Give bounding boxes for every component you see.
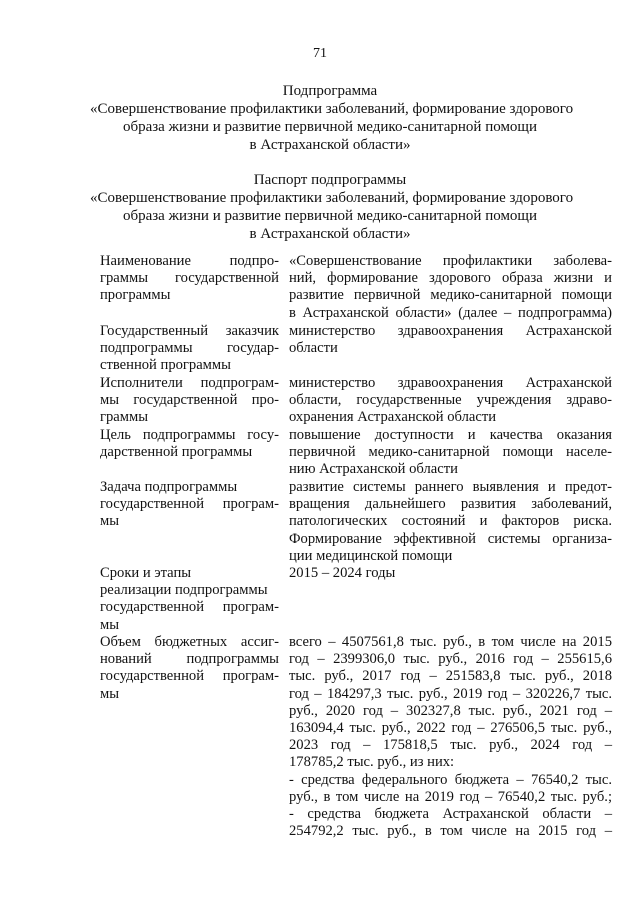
- row-value-line: повышение доступности и качества оказания: [289, 427, 612, 443]
- row-value-line: первичной медико-санитарной помощи населе-: [289, 444, 612, 461]
- row-label-line: программы: [100, 287, 171, 304]
- row-label-line: Наименование подпро-: [100, 253, 279, 269]
- row-label-line: граммы: [100, 409, 149, 426]
- row-value-line: 178785,2 тыс. руб., из них:: [289, 754, 455, 771]
- subprogram-title-line: в Астраханской области»: [249, 137, 411, 153]
- row-value-line: - средства бюджета Астраханской области –: [289, 806, 612, 823]
- row-label-line: мы: [100, 685, 120, 702]
- row-label-line: ственной программы: [100, 357, 231, 374]
- row-value-line: патологических состояний и факторов риска.: [289, 513, 612, 530]
- row-label-executors: [100, 375, 279, 427]
- subprogram-title: [90, 82, 574, 154]
- row-label-line: дарственной программы: [100, 444, 253, 461]
- row-value-line: всего – 4507561,8 тыс. руб., в том числе на 2015: [289, 634, 612, 650]
- row-value-customer: [289, 323, 612, 357]
- page-number: 71: [313, 46, 327, 61]
- row-label-line: подпрограммы государ-: [100, 340, 279, 357]
- row-label-line: мы: [100, 616, 120, 633]
- row-value-line: нию Астраханской области: [289, 461, 458, 478]
- subprogram-title-line: Подпрограмма: [282, 83, 378, 99]
- passport-title: [90, 171, 574, 243]
- row-value-line: 2023 год – 175818,5 тыс. руб., 2024 год –: [289, 737, 612, 754]
- row-value-line: министерство здравоохранения Астраханской: [289, 323, 612, 339]
- row-value-line: 254792,2 тыс. руб., в том числе на 2015 год –: [289, 823, 612, 840]
- row-value-line: ний, формирование здорового образа жизни и: [289, 270, 612, 287]
- row-value-line: руб., 2020 год – 302327,8 тыс. руб., 2021 год –: [289, 702, 612, 719]
- row-label-line: Задача подпрограммы: [100, 479, 238, 495]
- row-label-line: Государственный заказчик: [100, 323, 279, 339]
- row-label-line: государственной програм-: [100, 599, 279, 616]
- row-label-customer: [100, 323, 279, 375]
- row-label-line: мы государственной про-: [100, 392, 279, 409]
- row-value-line: области, государственные учреждения здраво-: [289, 392, 612, 409]
- row-value-line: Формирование эффективной системы организа-: [289, 530, 612, 547]
- row-label-line: Цель подпрограммы госу-: [100, 427, 279, 443]
- row-value-line: 2015 – 2024 годы: [289, 565, 396, 581]
- row-label-task: [100, 479, 279, 531]
- row-label-line: реализации подпрограммы: [100, 582, 268, 599]
- row-label-goal: [100, 427, 279, 461]
- row-value-line: министерство здравоохранения Астраханской: [289, 375, 612, 391]
- row-value-line: 163094,4 тыс. руб., 2022 год – 276506,5 тыс. руб.,: [289, 720, 612, 737]
- row-label-line: граммы государственной: [100, 270, 279, 287]
- row-label-line: нований подпрограммы: [100, 651, 279, 668]
- row-value-line: развитие первичной медико-санитарной помощи: [289, 287, 612, 304]
- passport-title-line: образа жизни и развитие первичной медико-санитарной помощи: [122, 208, 538, 224]
- row-label-terms: [100, 565, 279, 634]
- row-value-line: в Астраханской области» (далее – подпрограмма): [289, 304, 612, 321]
- row-value-line: год – 184297,3 тыс. руб., 2019 год – 320226,7 тыс.: [289, 685, 612, 702]
- subprogram-title-line: образа жизни и развитие первичной медико-санитарной помощи: [122, 119, 538, 135]
- row-value-line: области: [289, 340, 338, 357]
- row-value-line: развитие системы раннего выявления и предот-: [289, 479, 612, 495]
- row-value-task: [289, 479, 612, 565]
- row-value-name: [289, 253, 612, 322]
- row-value-terms: [289, 565, 612, 582]
- row-value-line: - средства федерального бюджета – 76540,2 тыс.: [289, 771, 612, 788]
- row-value-line: тыс. руб., 2017 год – 251583,8 тыс. руб., 2018: [289, 668, 612, 685]
- row-value-line: год – 2399306,0 тыс. руб., 2016 год – 255615,6: [289, 651, 612, 668]
- passport-title-line: «Совершенствование профилактики заболеваний, формирование здорового: [90, 190, 574, 206]
- passport-title-line: в Астраханской области»: [249, 226, 411, 242]
- row-value-line: руб., в том числе на 2019 год – 76540,2 тыс. руб.;: [289, 788, 612, 805]
- row-label-budget: [100, 634, 279, 703]
- subprogram-title-line: «Совершенствование профилактики заболеваний, формирование здорового: [90, 101, 574, 117]
- row-value-line: «Совершенствование профилактики заболева-: [289, 253, 612, 269]
- row-value-line: охранения Астраханской области: [289, 409, 497, 426]
- row-value-executors: [289, 375, 612, 427]
- row-label-line: государственной програм-: [100, 668, 279, 685]
- row-label-line: Сроки и этапы: [100, 565, 192, 581]
- row-value-line: вращения дальнейшего развития заболеваний,: [289, 496, 612, 513]
- row-value-line: ции медицинской помощи: [289, 547, 453, 564]
- row-label-line: Объем бюджетных ассиг-: [100, 634, 279, 650]
- row-label-name: [100, 253, 279, 305]
- row-label-line: мы: [100, 513, 120, 530]
- row-label-line: государственной програм-: [100, 496, 279, 513]
- row-label-line: Исполнители подпрограм-: [100, 375, 279, 391]
- passport-title-line: Паспорт подпрограммы: [253, 172, 407, 188]
- row-value-goal: [289, 427, 612, 479]
- row-value-budget: [289, 634, 612, 840]
